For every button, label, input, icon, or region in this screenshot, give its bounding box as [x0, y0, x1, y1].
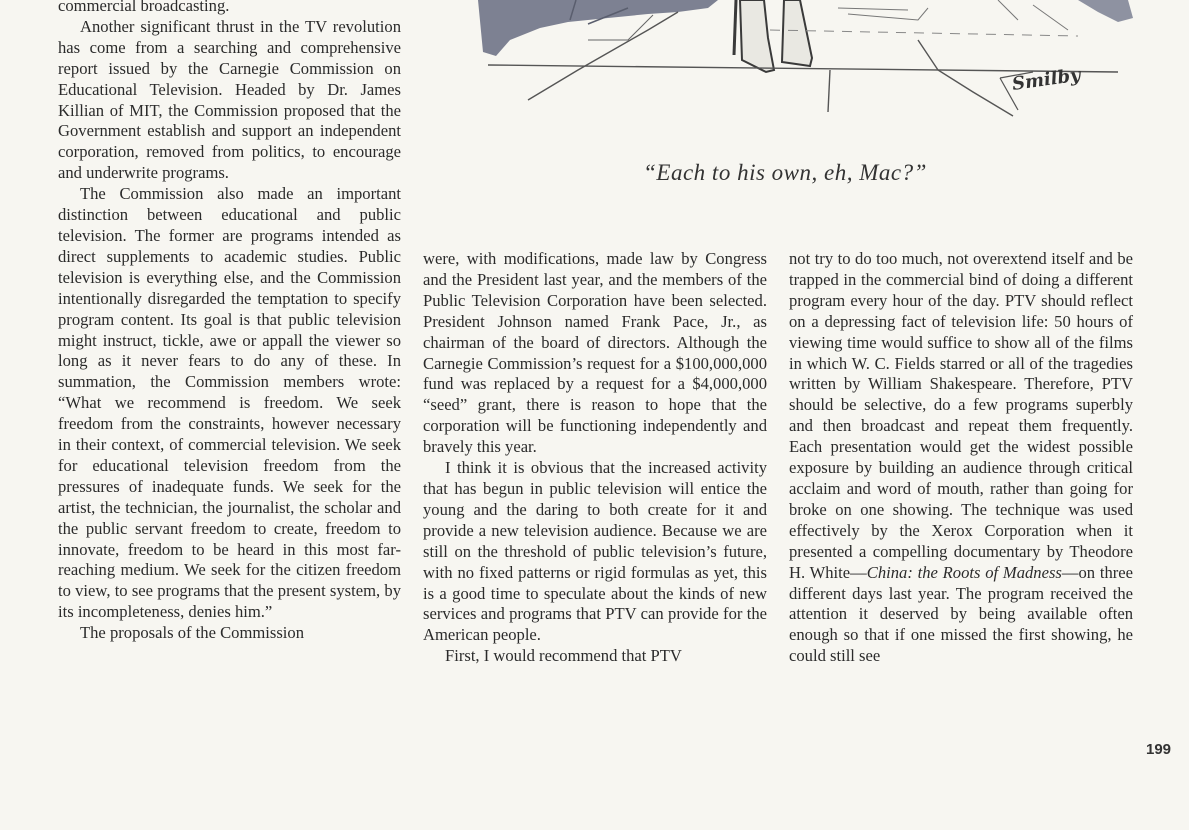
cartoon-caption: “Each to his own, eh, Mac?”	[643, 160, 927, 185]
cartoon-shadow	[478, 0, 718, 56]
cartoon-signature: Smilby	[1010, 64, 1082, 95]
cartoon-illustration	[478, 0, 1148, 150]
film-title: China: the Roots of Madness	[866, 562, 1062, 582]
text-column-1	[58, 0, 401, 644]
paragraph: The proposals of the Commission	[80, 623, 304, 643]
paragraph-text: —on three different days last year. The program received the attention it deserved by being available often enough so that if one missed the first showing, he could still see	[789, 562, 1134, 666]
paragraph: The Commission also made an important distinction between educational and public television. The former are programs intended as direct supplements to academic studies. Public television is everything else, and the Commission intentionally disregarded the temptation to specify program content. Its goal is that public television might instruct, tickle, awe or appall the viewer so long as it never fears to do any of these. In summation, the Commission members wrote: “What we recommend is freedom. We seek freedom from the constraints, however necessary in their context, of commercial television. We seek for educational television freedom from the pressures of inadequate funds. We seek for the artist, the technician, the journalist, the scholar and the public servant freedom to create, freedom to innovate, freedom to be heard in this most far-reaching medium. We seek for the citizen freedom to view, to see programs that the present system, by its incompleteness, denies him.”	[58, 184, 401, 622]
paragraph	[789, 249, 1133, 667]
paragraph: commercial broadcasting.	[58, 0, 230, 15]
paragraph: Another significant thrust in the TV revolution has come from a searching and comprehensive report issued by the Carnegie Commission on Educational Television. Headed by Dr. James Killian of MIT, the Commission proposed that the Government establish and support an independent corporation, removed from politics, to encourage and underwrite programs.	[58, 16, 401, 183]
paragraph-text: not try to do too much, not overextend itself and be trapped in the commercial bind of doing a different program every hour of the day. PTV should reflect on a depressing fact of television life: 50 hours of viewing time would suffice to show all of the films in which W. C. Fields starred or all of the tragedies written by William Shakespeare. Therefore, PTV should be selective, do a few programs superbly and then broadcast and repeat them frequently. Each presentation would get the widest possible exposure by building an audience through critical acclaim and word of mouth, rather than going for broke on one showing. The technique was used effectively by the Xerox Corporation when it presented a compelling documentary by Theodore H. White—	[789, 249, 1133, 582]
text-column-2	[423, 249, 767, 667]
page-number: 199	[1146, 741, 1172, 758]
paragraph: were, with modifications, made law by Congress and the President last year, and the members of the Public Television Corporation have been selected. President Johnson named Frank Pace, Jr., as chairman of the board of directors. Although the Carnegie Commission’s request for a $100,000,000 fund was replaced by a request for a $4,000,000 “seed” grant, there is reason to hope that the corporation will be functioning independently and bravely this year.	[423, 249, 767, 457]
paragraph: First, I would recommend that PTV	[445, 646, 682, 666]
text-column-3	[789, 249, 1133, 667]
paragraph: I think it is obvious that the increased activity that has begun in public television will entice the young and the daring to both create for it and provide a new television audience. Because we are still on the threshold of public television’s future, with no fixed patterns or rigid formulas as yet, this is a good time to speculate about the kinds of new services and programs that PTV can provide for the American people.	[423, 458, 767, 645]
